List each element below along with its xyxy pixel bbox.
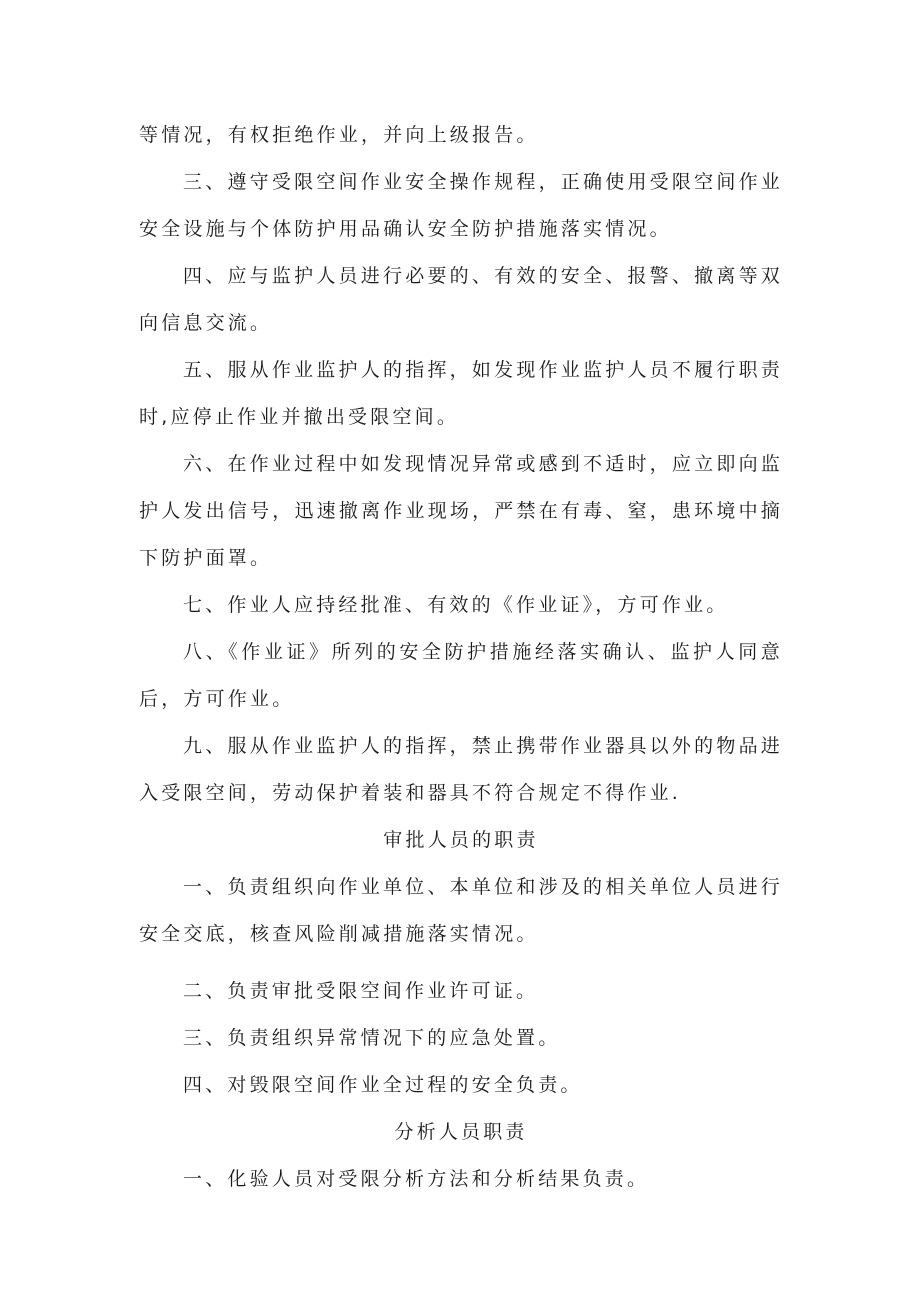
- approver-item-4: 四、对毁限空间作业全过程的安全负责。: [183, 1074, 583, 1096]
- section-heading-approver: 审批人员的职责: [383, 829, 539, 851]
- paragraph-item-4: 四、应与监护人员进行必要的、有效的安全、报警、撤离等双向信息交流。: [139, 265, 783, 334]
- paragraph-item-5: 五、服从作业监护人的指挥，如发现作业监护人员不履行职责时,应停止作业并撤出受限空间。: [139, 359, 783, 428]
- document-body: [139, 112, 783, 1203]
- paragraph-continuation: 等情况，有权拒绝作业，并向上级报告。: [139, 124, 539, 146]
- paragraph-item-3: 三、遵守受限空间作业安全操作规程，正确使用受限空间作业安全设施与个体防护用品确认安全防护措施落实情况。: [139, 171, 783, 240]
- paragraph-item-8: 八、《作业证》所列的安全防护措施经落实确认、监护人同意后，方可作业。: [139, 641, 783, 710]
- paragraph-item-6: 六、在作业过程中如发现情况异常或感到不适时，应立即向监护人发出信号，迅速撤离作业现场，严禁在有毒、窒，患环境中摘下防护面罩。: [139, 453, 783, 569]
- approver-item-2: 二、负责审批受限空间作业许可证。: [183, 980, 539, 1002]
- paragraph-item-7: 七、作业人应持经批准、有效的《作业证》，方可作业。: [183, 594, 729, 616]
- approver-item-3: 三、负责组织异常情况下的应急处置。: [183, 1027, 561, 1049]
- section-heading-analyst: 分析人员职责: [394, 1121, 528, 1143]
- paragraph-item-9: 九、服从作业监护人的指挥，禁止携带作业器具以外的物品进入受限空间，劳动保护着装和器具不符合规定不得作业.: [139, 735, 783, 804]
- analyst-item-1: 一、化验人员对受限分析方法和分析结果负责。: [183, 1168, 650, 1190]
- approver-item-1: 一、负责组织向作业单位、本单位和涉及的相关单位人员进行安全交底，核查风险削减措施落实情况。: [139, 876, 783, 945]
